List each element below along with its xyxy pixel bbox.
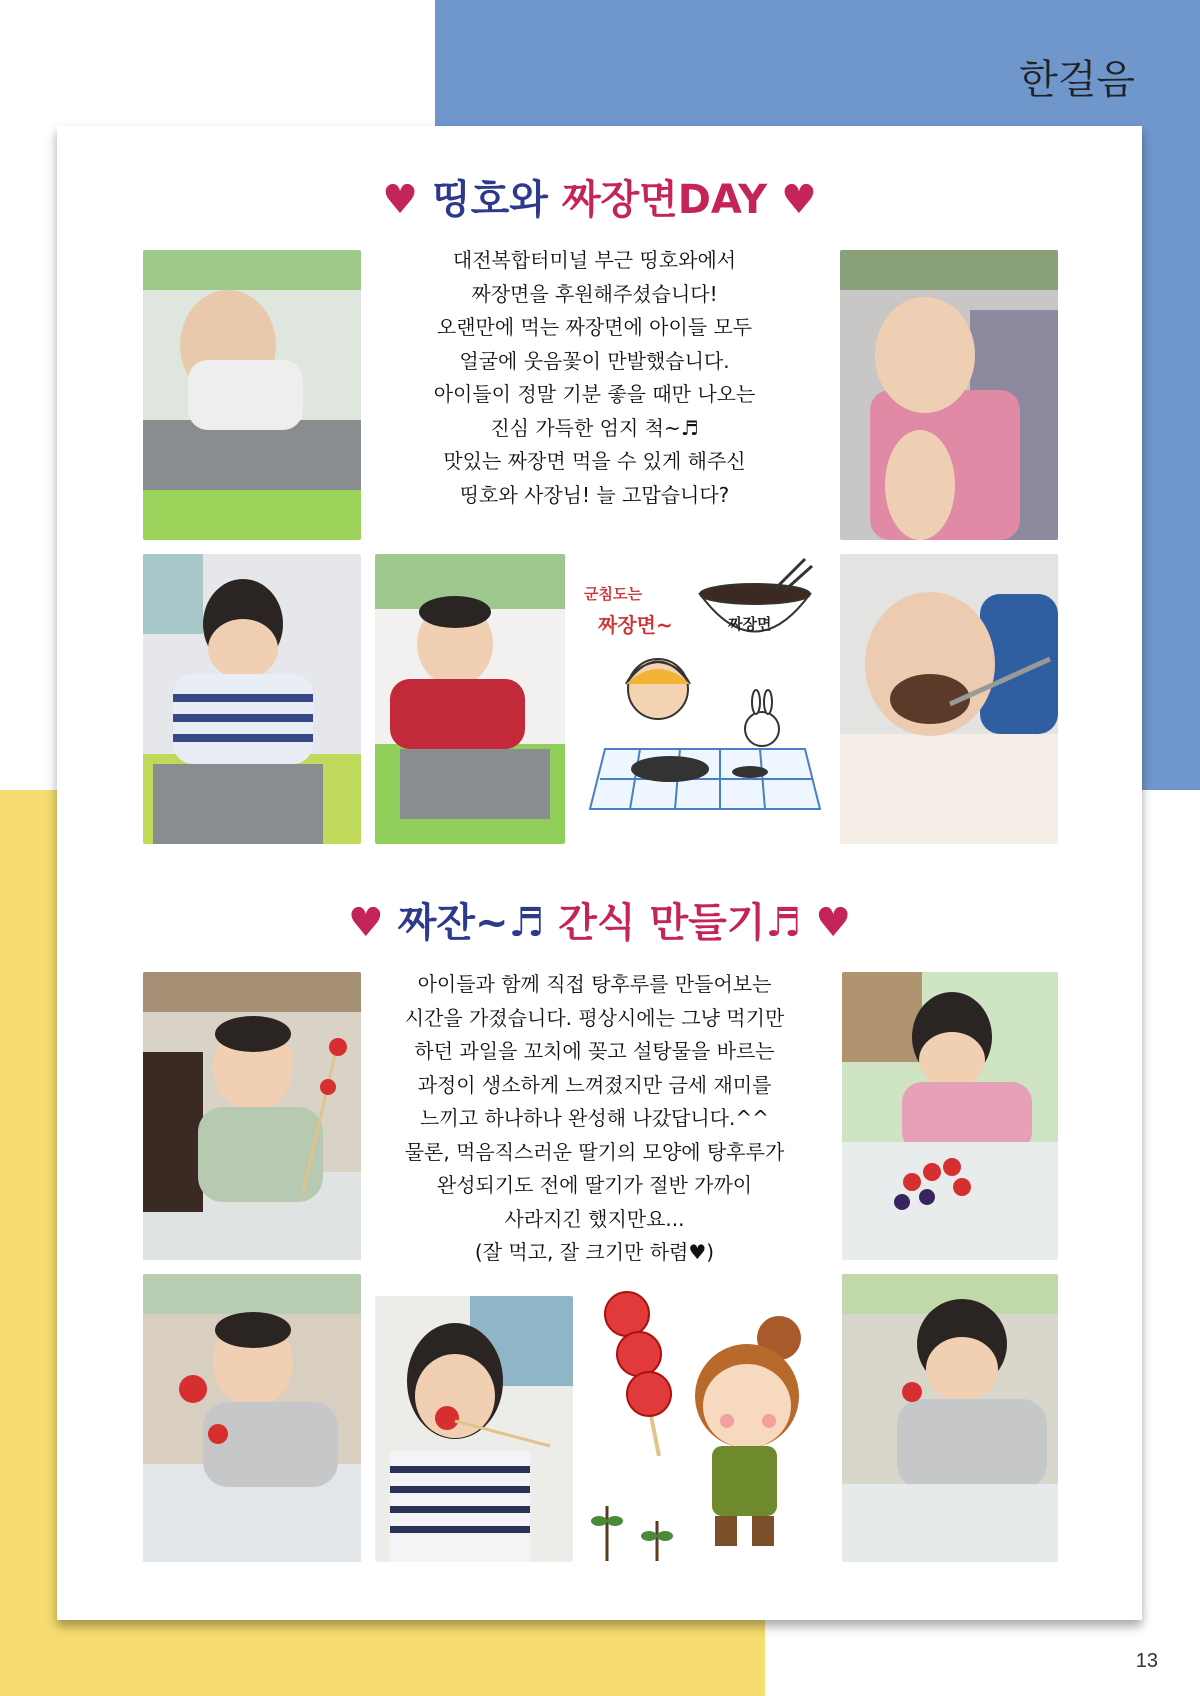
- section1-heading: [57, 168, 1142, 225]
- illustration-caption: 군침도는: [584, 585, 642, 603]
- photo-child-eating-noodles: [143, 250, 361, 540]
- text-line: 과정이 생소하게 느껴졌지만 금세 재미를: [417, 1072, 772, 1097]
- text-line: 하던 과일을 꼬치에 꽂고 설탕물을 바르는: [414, 1039, 775, 1063]
- page-number: 13: [1135, 1650, 1158, 1672]
- text-line: 맛있는 짜장면 먹을 수 있게 해주신: [443, 449, 746, 473]
- heart-icon: ♥: [780, 177, 817, 223]
- section2-title-part1: 짜잔~♬: [397, 900, 545, 946]
- photo-boy-with-strawberry: [143, 1274, 361, 1562]
- text-line: 진심 가득한 엄지 척~♬: [490, 415, 699, 440]
- text-line: 오랜만에 먹는 짜장면에 아이들 모두: [436, 315, 753, 339]
- section-label: 한걸음: [1019, 57, 1135, 103]
- photo-toddler-messy-face: [840, 554, 1058, 844]
- text-line: 느끼고 하나하나 완성해 나갔답니다.^^: [420, 1106, 769, 1130]
- bowl-label: 짜장면: [728, 615, 772, 633]
- text-line: 얼굴에 웃음꽃이 만발했습니다.: [459, 348, 730, 373]
- photo-boy-making-tanghulu: [842, 1274, 1058, 1562]
- text-line: 시간을 가졌습니다. 평상시에는 그냥 먹기만: [404, 1005, 785, 1030]
- text-line: 완성되기도 전에 딸기가 절반 가까이: [436, 1173, 753, 1197]
- text-line: 아이들이 정말 기분 좋을 때만 나오는: [433, 382, 756, 406]
- text-line: 사라지긴 했지만요...: [504, 1206, 685, 1231]
- photo-boy-eating: [375, 554, 565, 844]
- section1-title-part1: 띵호와: [431, 177, 548, 223]
- photo-girl-eating-strawberry: [375, 1296, 573, 1562]
- text-line: 띵호와 사장님! 늘 고맙습니다?: [459, 482, 730, 507]
- text-line: 대전복합터미널 부근 띵호와에서: [452, 248, 737, 272]
- heart-icon: ♥: [815, 900, 852, 946]
- photo-girl-thumbs-up: [143, 554, 361, 844]
- photo-boy-with-skewer: [143, 972, 361, 1260]
- photo-girl-with-fruit: [842, 972, 1058, 1260]
- photo-toddler-eating: [840, 250, 1058, 540]
- text-line: 물론, 먹음직스러운 딸기의 모양에 탕후루가: [404, 1139, 785, 1164]
- section1-paragraph: [367, 244, 822, 512]
- content-card: [57, 126, 1142, 1620]
- text-line: 아이들과 함께 직접 탕후루를 만들어보는: [417, 972, 772, 996]
- heart-icon: ♥: [382, 177, 419, 223]
- section2-paragraph: [367, 968, 822, 1270]
- illustration-caption: 짜장면~: [598, 613, 673, 637]
- section2-title-part2: 간식 만들기♬: [558, 900, 802, 946]
- section1-title-part2: 짜장면DAY: [561, 177, 768, 223]
- text-line: 짜장면을 후원해주셨습니다!: [471, 281, 718, 306]
- section2-heading: [57, 891, 1142, 948]
- heart-icon: ♥: [347, 900, 384, 946]
- text-line: (잘 먹고, 잘 크기만 하렴♥): [474, 1240, 715, 1264]
- tanghulu-illustration: [587, 1286, 827, 1566]
- jajangmyeon-illustration: [580, 554, 830, 844]
